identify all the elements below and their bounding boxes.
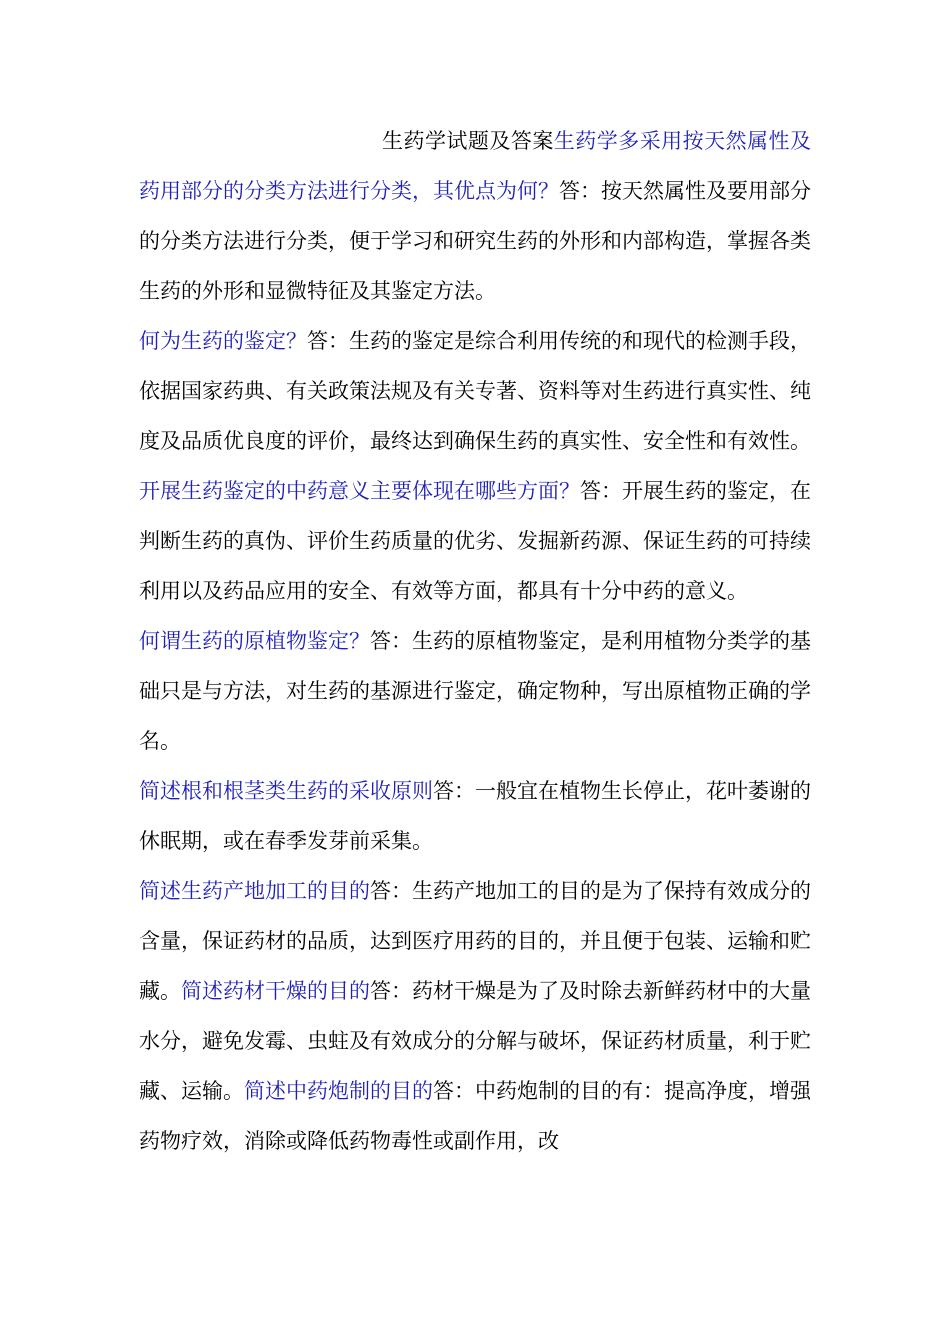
question-4: 何谓生药的原植物鉴定？ bbox=[139, 629, 370, 653]
paragraph-4 bbox=[139, 766, 811, 866]
question-1: 生药学多采用按天然属性及药用部分的分类方法进行分类，其优点为何？ bbox=[139, 129, 812, 203]
answer-4: 答：生药的原植物鉴定，是利用植物分类学的基础只是与方法，对生药的基源进行鉴定，确定物种，写出原植物正确的学名。 bbox=[139, 629, 811, 753]
answer-1: 答：按天然属性及要用部分的分类方法进行分类，便于学习和研究生药的外形和内部构造，掌握各类生药的外形和显微特征及其鉴定方法。 bbox=[139, 179, 811, 303]
question-8: 简述中药炮制的目的 bbox=[244, 1079, 433, 1103]
answer-3: 答：开展生药的鉴定，在判断生药的真伪、评价生药质量的优劣、发掘新药源、保证生药的可持续利用以及药品应用的安全、有效等方面，都具有十分中药的意义。 bbox=[139, 479, 811, 603]
question-5: 简述根和根茎类生药的采收原则 bbox=[139, 779, 433, 803]
answer-6: 答：生药产地加工的目的是为了保持有效成分的含量，保证药材的品质，达到医疗用药的目的，并且便于包装、运输和贮藏。 bbox=[139, 879, 811, 1003]
answer-2: 答：生药的鉴定是综合利用传统的和现代的检测手段，依据国家药典、有关政策法规及有关专著、资料等对生药进行真实性、纯度及品质优良度的评价，最终达到确保生药的真实性、安全性和有效性。 bbox=[139, 329, 811, 453]
document-title: 生药学试题及答案 bbox=[382, 129, 554, 153]
question-7: 简述药材干燥的目的 bbox=[181, 979, 370, 1003]
paragraph-3 bbox=[139, 616, 811, 766]
question-3: 开展生药鉴定的中药意义主要体现在哪些方面？ bbox=[139, 479, 580, 503]
answer-8: 答：中药炮制的目的有：提高净度，增强药物疗效，消除或降低药物毒性或副作用，改 bbox=[139, 1079, 811, 1153]
paragraph-2 bbox=[139, 316, 811, 616]
paragraph-1 bbox=[139, 116, 811, 316]
document-body bbox=[139, 116, 811, 1166]
question-6: 简述生药产地加工的目的 bbox=[139, 879, 370, 903]
question-2: 何为生药的鉴定？ bbox=[139, 329, 307, 353]
paragraph-5 bbox=[139, 866, 811, 1166]
answer-7: 答：药材干燥是为了及时除去新鲜药材中的大量水分，避免发霉、虫蛀及有效成分的分解与破坏，保证药材质量，利于贮藏、运输。 bbox=[139, 979, 811, 1103]
answer-5: 答：一般宜在植物生长停止，花叶萎谢的休眠期，或在春季发芽前采集。 bbox=[139, 779, 811, 853]
